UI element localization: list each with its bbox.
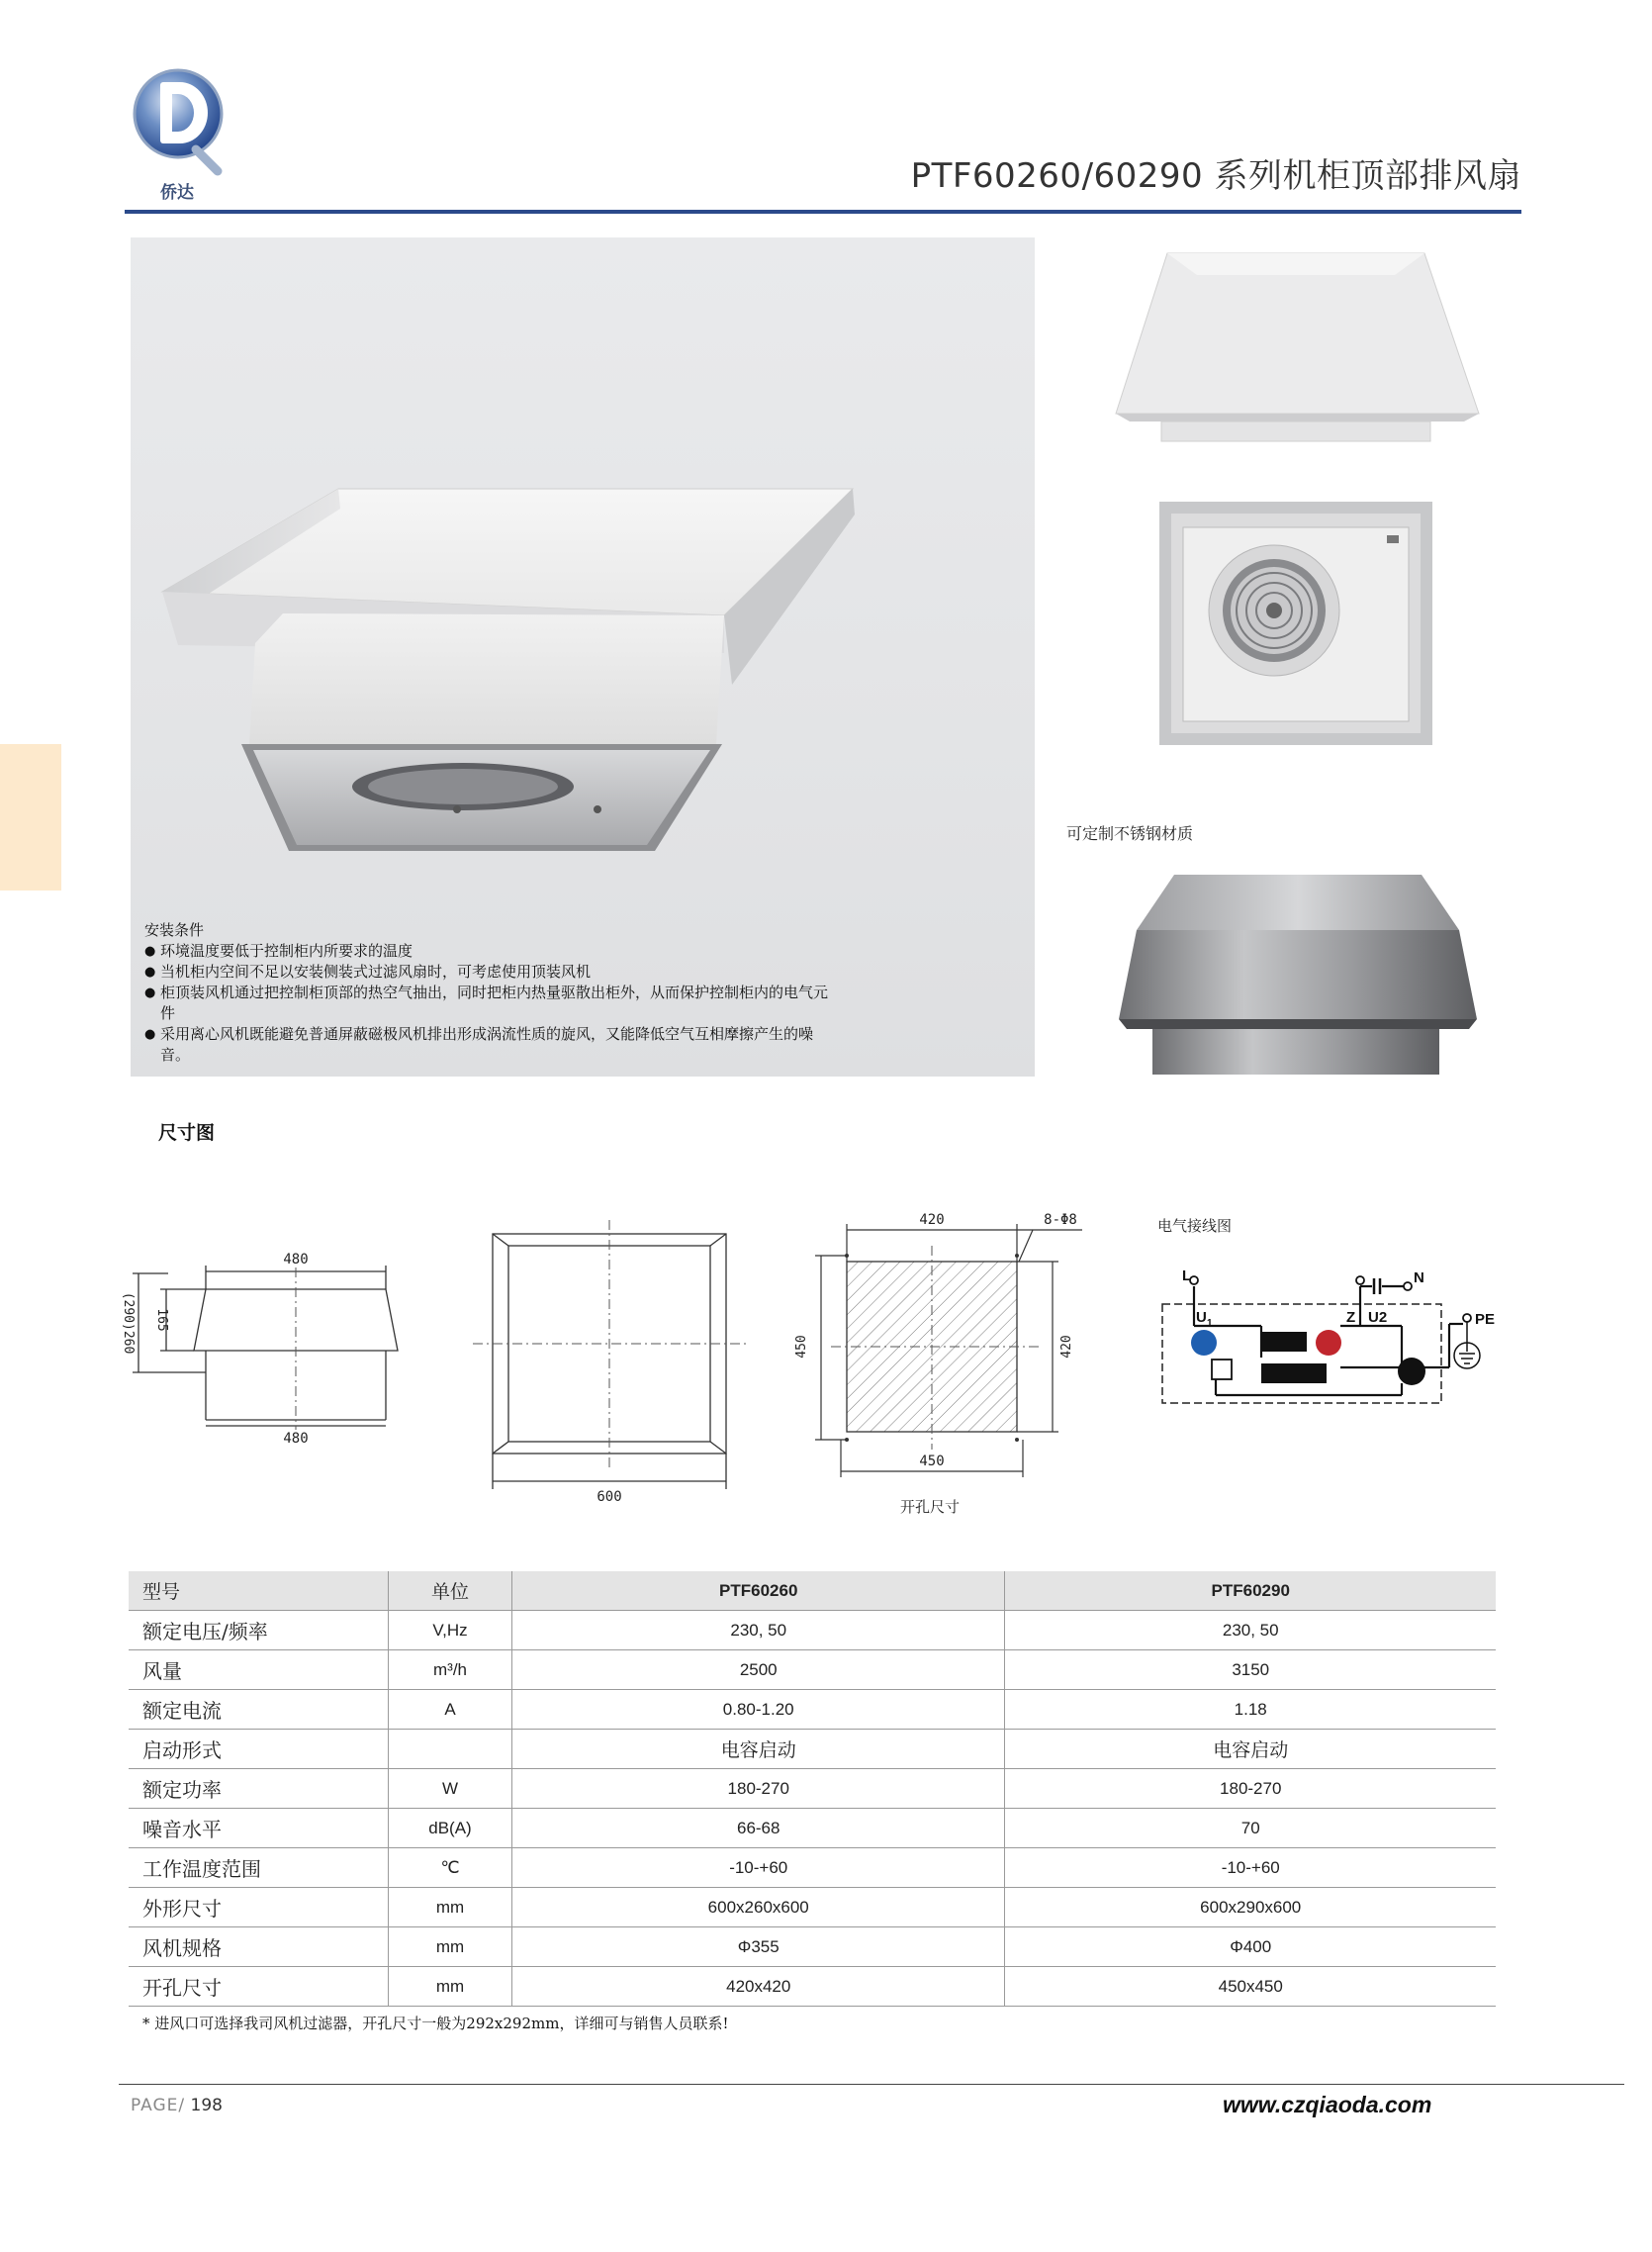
- spec-table: [129, 1571, 1496, 2007]
- front-width: 600: [597, 1489, 622, 1505]
- row-label: 额定电流: [129, 1690, 389, 1730]
- row-value-ptf60290: 70: [1005, 1809, 1496, 1848]
- row-label: 风机规格: [129, 1927, 389, 1967]
- row-value-ptf60290: Φ400: [1005, 1927, 1496, 1967]
- install-item: ● 柜顶装风机通过把控制柜顶部的热空气抽出，同时把柜内热量驱散出柜外，从而保护控制柜内的电气元件: [144, 983, 837, 1024]
- install-list: [144, 941, 837, 1066]
- stainless-caption: 可定制不锈钢材质: [1066, 824, 1194, 843]
- winding-icon: [1261, 1332, 1307, 1352]
- front-view-drawing: [465, 1212, 762, 1519]
- motor-icon: [1398, 1358, 1425, 1385]
- z-terminal-icon: [1316, 1330, 1341, 1356]
- fan-bottom-photo: [1157, 500, 1434, 747]
- row-value-ptf60290: 180-270: [1005, 1769, 1496, 1809]
- row-value-ptf60260: 230, 50: [512, 1611, 1005, 1650]
- wiring-u1-sub: 1: [1207, 1318, 1213, 1329]
- row-label: 工作温度范围: [129, 1848, 389, 1888]
- section-tab: [0, 744, 61, 891]
- row-label: 噪音水平: [129, 1809, 389, 1848]
- winding-icon: [1261, 1363, 1327, 1383]
- row-label: 外形尺寸: [129, 1888, 389, 1927]
- row-unit: dB(A): [389, 1809, 512, 1848]
- wiring-n: N: [1414, 1269, 1424, 1286]
- wiring-diagram: [1152, 1257, 1509, 1420]
- page-label: PAGE/: [131, 2096, 186, 2115]
- row-label: 开孔尺寸: [129, 1967, 389, 2007]
- row-value-ptf60290: 1.18: [1005, 1690, 1496, 1730]
- page-number: [131, 2096, 223, 2115]
- table-row: [129, 1809, 1496, 1848]
- table-row: [129, 1927, 1496, 1967]
- cutout-left: 450: [794, 1335, 809, 1359]
- table-header-row: [129, 1571, 1496, 1611]
- header-ptf60260: PTF60260: [512, 1571, 1005, 1611]
- header-ptf60290: PTF60290: [1005, 1571, 1496, 1611]
- side-top-width: 480: [283, 1252, 309, 1267]
- cutout-holes: 8-Φ8: [1044, 1212, 1077, 1228]
- table-row: [129, 1967, 1496, 2007]
- row-label: 启动形式: [129, 1730, 389, 1769]
- page-title: PTF60260/60290 系列机柜顶部排风扇: [910, 156, 1521, 196]
- header-divider: [125, 210, 1521, 214]
- row-unit: mm: [389, 1888, 512, 1927]
- main-product-photo: [131, 237, 1035, 1077]
- cutout-bottom: 450: [919, 1454, 945, 1469]
- side-height-inner: 165: [154, 1308, 169, 1332]
- table-row: [129, 1888, 1496, 1927]
- row-unit: A: [389, 1690, 512, 1730]
- row-value-ptf60260: 0.80-1.20: [512, 1690, 1005, 1730]
- cutout-top: 420: [919, 1212, 945, 1228]
- install-item: ● 环境温度要低于控制柜内所要求的温度: [144, 941, 837, 962]
- row-value-ptf60260: 420x420: [512, 1967, 1005, 2007]
- table-row: [129, 1611, 1496, 1650]
- row-unit: [389, 1730, 512, 1769]
- wiring-label: 电气接线图: [1157, 1217, 1233, 1235]
- cutout-right: 420: [1059, 1335, 1074, 1359]
- install-conditions: [144, 920, 837, 1066]
- row-unit: V,Hz: [389, 1611, 512, 1650]
- table-footnote: * 进风口可选择我司风机过滤器，开孔尺寸一般为292x292mm，详细可与销售人员联系!: [142, 2015, 729, 2032]
- side-bottom-width: 480: [283, 1431, 309, 1447]
- row-label: 额定电压/频率: [129, 1611, 389, 1650]
- row-value-ptf60290: 电容启动: [1005, 1730, 1496, 1769]
- install-item: ● 采用离心风机既能避免普通屏蔽磁极风机排出形成涡流性质的旋风，又能降低空气互相摩擦产生的噪音。: [144, 1024, 837, 1066]
- fan-side-photo: [1108, 245, 1484, 443]
- install-item: ● 当机柜内空间不足以安装侧装式过滤风扇时，可考虑使用顶装风机: [144, 962, 837, 983]
- row-label: 额定功率: [129, 1769, 389, 1809]
- dimension-heading: 尺寸图: [158, 1122, 216, 1144]
- row-value-ptf60290: 600x290x600: [1005, 1888, 1496, 1927]
- table-row: [129, 1769, 1496, 1809]
- row-label: 风量: [129, 1650, 389, 1690]
- wiring-u2: U2: [1368, 1309, 1388, 1326]
- wiring-pe: PE: [1475, 1311, 1496, 1328]
- row-unit: mm: [389, 1967, 512, 2007]
- u1-terminal-icon: [1191, 1330, 1217, 1356]
- wiring-u1: U: [1196, 1309, 1207, 1326]
- row-value-ptf60260: Φ355: [512, 1927, 1005, 1967]
- row-value-ptf60290: -10-+60: [1005, 1848, 1496, 1888]
- website-link[interactable]: www.czqiaoda.com: [1223, 2092, 1432, 2117]
- table-row: [129, 1650, 1496, 1690]
- row-value-ptf60290: 3150: [1005, 1650, 1496, 1690]
- capacitor-icon: [1212, 1360, 1232, 1379]
- table-row: [129, 1690, 1496, 1730]
- page-number-value: 198: [190, 2096, 223, 2115]
- table-row: [129, 1730, 1496, 1769]
- cutout-label: 开孔尺寸: [900, 1498, 961, 1516]
- row-value-ptf60260: 2500: [512, 1650, 1005, 1690]
- side-height-outer: (290)260: [121, 1291, 136, 1355]
- cutout-drawing: [791, 1202, 1098, 1499]
- row-value-ptf60290: 450x450: [1005, 1967, 1496, 2007]
- header-model: 型号: [129, 1571, 389, 1611]
- table-row: [129, 1848, 1496, 1888]
- row-unit: W: [389, 1769, 512, 1809]
- logo-text: 侨达: [160, 183, 194, 203]
- row-value-ptf60260: 66-68: [512, 1809, 1005, 1848]
- side-view-drawing: [109, 1242, 406, 1450]
- row-value-ptf60260: 电容启动: [512, 1730, 1005, 1769]
- install-heading: 安装条件: [144, 921, 205, 939]
- row-value-ptf60260: 180-270: [512, 1769, 1005, 1809]
- row-unit: m³/h: [389, 1650, 512, 1690]
- wiring-l: L: [1182, 1267, 1192, 1284]
- row-unit: mm: [389, 1927, 512, 1967]
- fan-stainless-photo: [1113, 871, 1479, 1079]
- wiring-z: Z: [1346, 1309, 1356, 1326]
- row-value-ptf60290: 230, 50: [1005, 1611, 1496, 1650]
- row-unit: ℃: [389, 1848, 512, 1888]
- row-value-ptf60260: 600x260x600: [512, 1888, 1005, 1927]
- row-value-ptf60260: -10-+60: [512, 1848, 1005, 1888]
- header-unit: 单位: [389, 1571, 512, 1611]
- footer-divider: [119, 2084, 1624, 2085]
